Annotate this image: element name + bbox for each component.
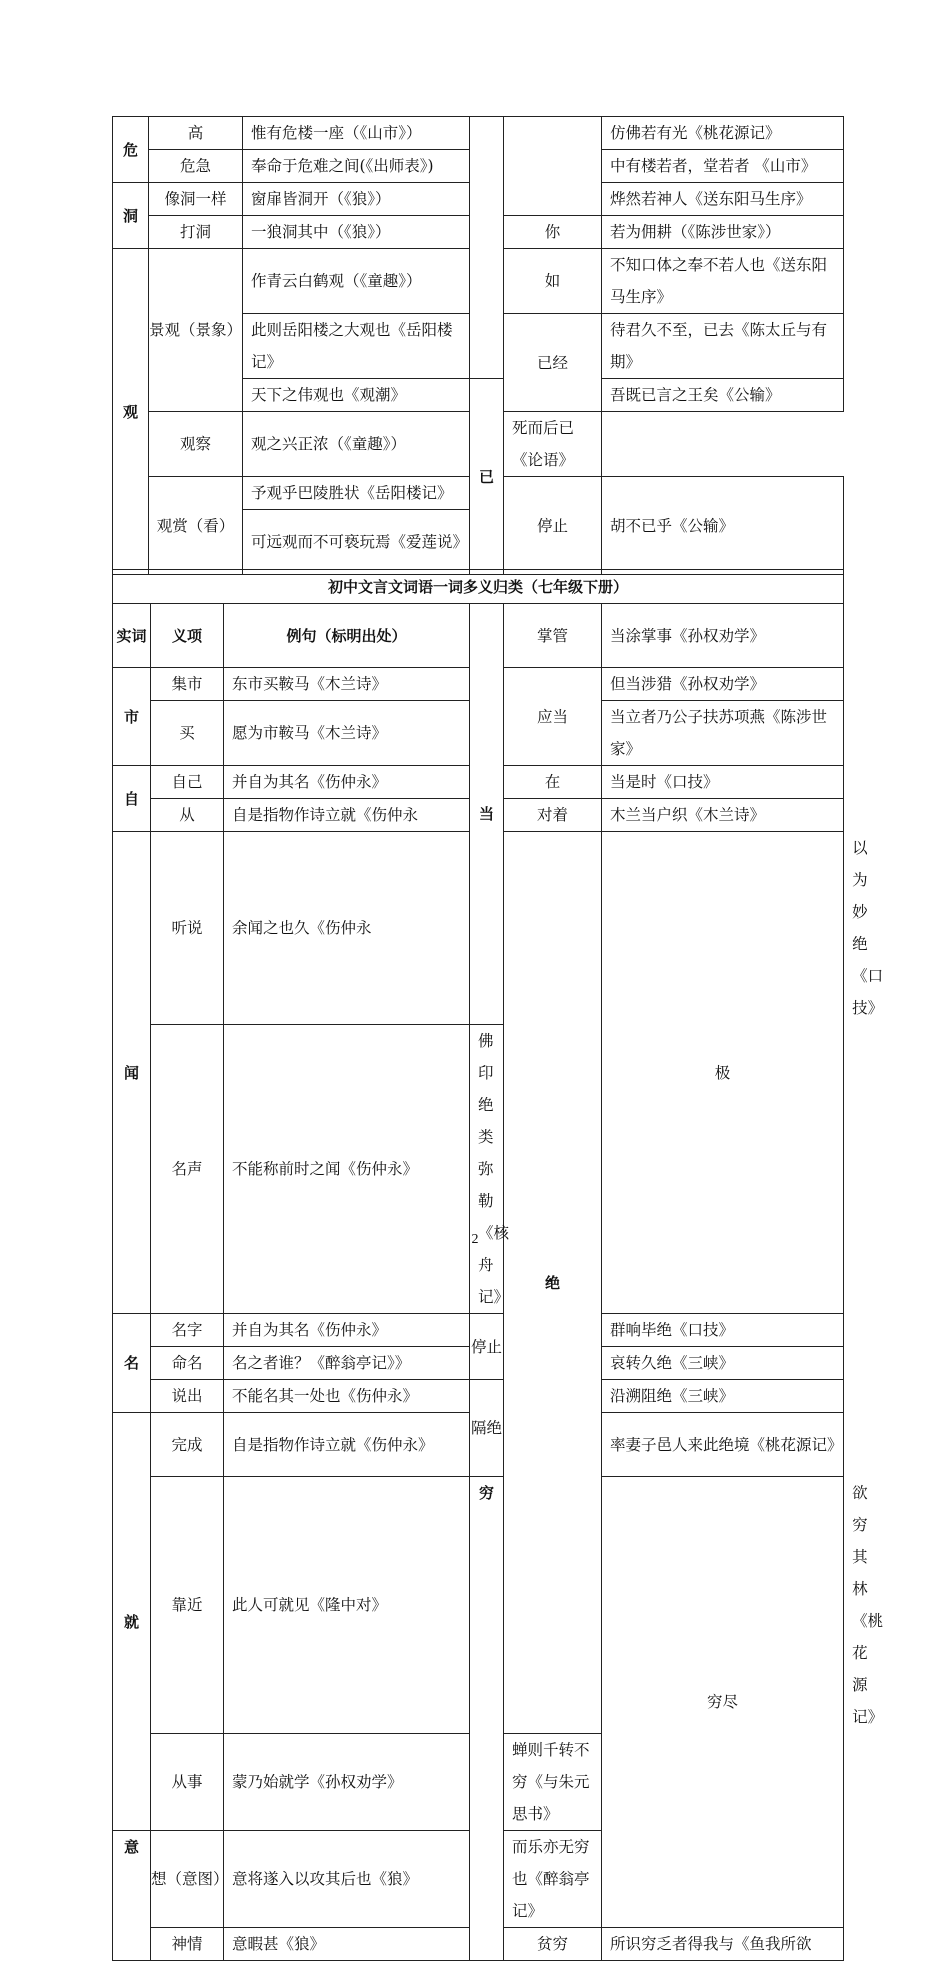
- example: 中有楼若者，堂若者 《山市》: [602, 150, 844, 183]
- example: 吾既已言之王矣《公输》: [602, 379, 844, 412]
- sense: 说出: [151, 1380, 224, 1413]
- sense: 听说: [151, 832, 224, 1025]
- example: 余闻之也久《伤仲永: [224, 832, 470, 1025]
- example: 而乐亦无穷也《醉翁亭记》: [504, 1831, 602, 1928]
- header-word: 实词: [113, 604, 151, 668]
- sense: 停止: [470, 1314, 504, 1380]
- sense: 观赏（看）: [149, 477, 243, 575]
- word-dang: 当: [470, 604, 504, 1025]
- sense: 如: [504, 249, 602, 314]
- sense: 掌管: [504, 604, 602, 668]
- example: 蒙乃始就学《孙权劝学》: [224, 1734, 470, 1831]
- word-jiu: 就: [113, 1413, 151, 1831]
- sense: 从: [151, 799, 224, 832]
- table-continuation: [112, 116, 844, 575]
- sense: 危急: [149, 150, 243, 183]
- word-guan: 观: [113, 249, 149, 575]
- word-jue: 绝: [504, 832, 602, 1734]
- sense: 对着: [504, 799, 602, 832]
- polysemy-table: 初中文言文词语一词多义归类（七年级下册） 实词 义项 例句（标明出处） 当 掌管 当涂掌事《孙权劝学》 市 集市 东市买鞍马《木兰诗》 应当 但当涉猎《孙权劝学》 买 愿为市鞍马《木兰诗》 当立者乃公子扶苏项燕《陈涉世家》 自 自己 并自为其名《伤仲永》 在 当是时《口技》 从 自是指物作诗立就《伤仲永 对着 木兰当户织《木兰诗》 闻 听说 余闻之也久《伤仲永 绝 极 以为妙绝《口技》 名声 不能称前时之闻《伤仲永》 佛印绝类弥勒《核舟记》 名 名字 并自为其名《伤仲永》 停止 群响毕绝《口技》 命名 名之者谁？《醉翁亭记》》 哀转久绝《三峡》 说出 不能名其一处也《伤仲永》 隔绝 沿溯阻绝《三峡》 就 完成 自是指物作诗立就《伤仲永》 率妻子邑人来此绝境《桃花源记》 靠近 此人可就见《隆中对》 穷 穷尽 欲穷其林《桃花源记》 从事 蒙乃始就学《孙权劝学》 蝉则千转不穷《与朱元思书》 意 想（意图） 意将遂入以攻其后也《狼》 而乐亦无穷也《醉翁亭记》 神情 意暇甚《狼》 贫穷 所识穷乏者得我与《鱼我所欲: [112, 569, 844, 1961]
- example: 死而后已 《论语》: [504, 412, 602, 477]
- sense: 在: [504, 766, 602, 799]
- example: 此人可就见《隆中对》: [224, 1477, 470, 1734]
- example: 沿溯阻绝《三峡》: [602, 1380, 844, 1413]
- word-yi-intent: 意: [113, 1831, 151, 1961]
- example: 烨然若神人《送东阳马生序》: [602, 183, 844, 216]
- example: 当涂掌事《孙权劝学》: [602, 604, 844, 668]
- sense: 停止: [504, 477, 602, 575]
- word-qiong: 穷: [470, 1477, 504, 1961]
- example: 不能称前时之闻《伤仲永》: [224, 1025, 470, 1314]
- example: 若为佣耕（《陈涉世家》）: [602, 216, 844, 249]
- sense: 隔绝: [470, 1380, 504, 1477]
- sense: 像洞一样: [149, 183, 243, 216]
- sense: 极: [602, 832, 844, 1314]
- sense: 打洞: [149, 216, 243, 249]
- sense: 命名: [151, 1347, 224, 1380]
- example: 天下之伟观也《观潮》: [243, 379, 470, 412]
- example: 待君久不至，已去《陈太丘与有期》: [602, 314, 844, 379]
- example: 木兰当户织《木兰诗》: [602, 799, 844, 832]
- example: 作青云白鹤观（《童趣》）: [243, 249, 470, 314]
- example: 并自为其名《伤仲永》: [224, 1314, 470, 1347]
- word-zi: 自: [113, 766, 151, 832]
- word-yi: 已: [470, 379, 504, 575]
- example: 不知口体之奉不若人也《送东阳马生序》: [602, 249, 844, 314]
- word-shi: 市: [113, 668, 151, 766]
- example: 当立者乃公子扶苏项燕《陈涉世家》: [602, 701, 844, 766]
- example: 一狼洞其中（《狼》）: [243, 216, 470, 249]
- sense: 神情: [151, 1928, 224, 1961]
- sense: 观察: [149, 412, 243, 477]
- sense: 想（意图）: [151, 1831, 224, 1928]
- example: 愿为市鞍马《木兰诗》: [224, 701, 470, 766]
- sense: 你: [504, 216, 602, 249]
- sense: 从事: [151, 1734, 224, 1831]
- sense: 自己: [151, 766, 224, 799]
- sense: 已经: [504, 314, 602, 412]
- example: 自是指物作诗立就《伤仲永》: [224, 1413, 470, 1477]
- example: 意将遂入以攻其后也《狼》: [224, 1831, 470, 1928]
- example: 不能名其一处也《伤仲永》: [224, 1380, 470, 1413]
- table-title: 初中文言文词语一词多义归类（七年级下册）: [113, 570, 844, 604]
- header-sense: 义项: [151, 604, 224, 668]
- example: 当是时《口技》: [602, 766, 844, 799]
- example: 仿佛若有光《桃花源记》: [602, 117, 844, 150]
- sense: 买: [151, 701, 224, 766]
- example: 群响毕绝《口技》: [602, 1314, 844, 1347]
- sense: 集市: [151, 668, 224, 701]
- example: 可远观而不可亵玩焉《爱莲说》: [243, 510, 470, 575]
- example: 东市买鞍马《木兰诗》: [224, 668, 470, 701]
- word-ruo-cell: [470, 117, 504, 379]
- sense: 名声: [151, 1025, 224, 1314]
- sense: 景观（景象）: [149, 249, 243, 412]
- word-ming: 名: [113, 1314, 151, 1413]
- sense: 靠近: [151, 1477, 224, 1734]
- example: 佛印绝类弥勒《核舟记》: [470, 1025, 504, 1314]
- sense: 贫穷: [504, 1928, 602, 1961]
- sense: 名字: [151, 1314, 224, 1347]
- example: 哀转久绝《三峡》: [602, 1347, 844, 1380]
- example: 胡不已乎《公输》: [602, 477, 844, 575]
- sense: 应当: [504, 668, 602, 766]
- example: 奉命于危难之间(《出师表》): [243, 150, 470, 183]
- example: 此则岳阳楼之大观也《岳阳楼记》: [243, 314, 470, 379]
- example: 率妻子邑人来此绝境《桃花源记》: [602, 1413, 844, 1477]
- header-example: 例句（标明出处）: [224, 604, 470, 668]
- example: 自是指物作诗立就《伤仲永: [224, 799, 470, 832]
- example: 意暇甚《狼》: [224, 1928, 470, 1961]
- sense: 完成: [151, 1413, 224, 1477]
- sense: 穷尽: [602, 1477, 844, 1928]
- word-dong: 洞: [113, 183, 149, 249]
- example: 予观乎巴陵胜状《岳阳楼记》: [243, 477, 470, 510]
- example: 名之者谁？《醉翁亭记》》: [224, 1347, 470, 1380]
- example: 但当涉猎《孙权劝学》: [602, 668, 844, 701]
- example: 所识穷乏者得我与《鱼我所欲: [602, 1928, 844, 1961]
- page-number: 2: [471, 1232, 479, 1247]
- example: 蝉则千转不穷《与朱元思书》: [504, 1734, 602, 1831]
- sense-empty: [504, 117, 602, 216]
- example: 观之兴正浓（《童趣》）: [243, 412, 470, 477]
- example: 窗扉皆洞开（《狼》）: [243, 183, 470, 216]
- example: 惟有危楼一座（《山市》）: [243, 117, 470, 150]
- sense: 高: [149, 117, 243, 150]
- word-wei: 危: [113, 117, 149, 183]
- example: 并自为其名《伤仲永》: [224, 766, 470, 799]
- word-wen: 闻: [113, 832, 151, 1314]
